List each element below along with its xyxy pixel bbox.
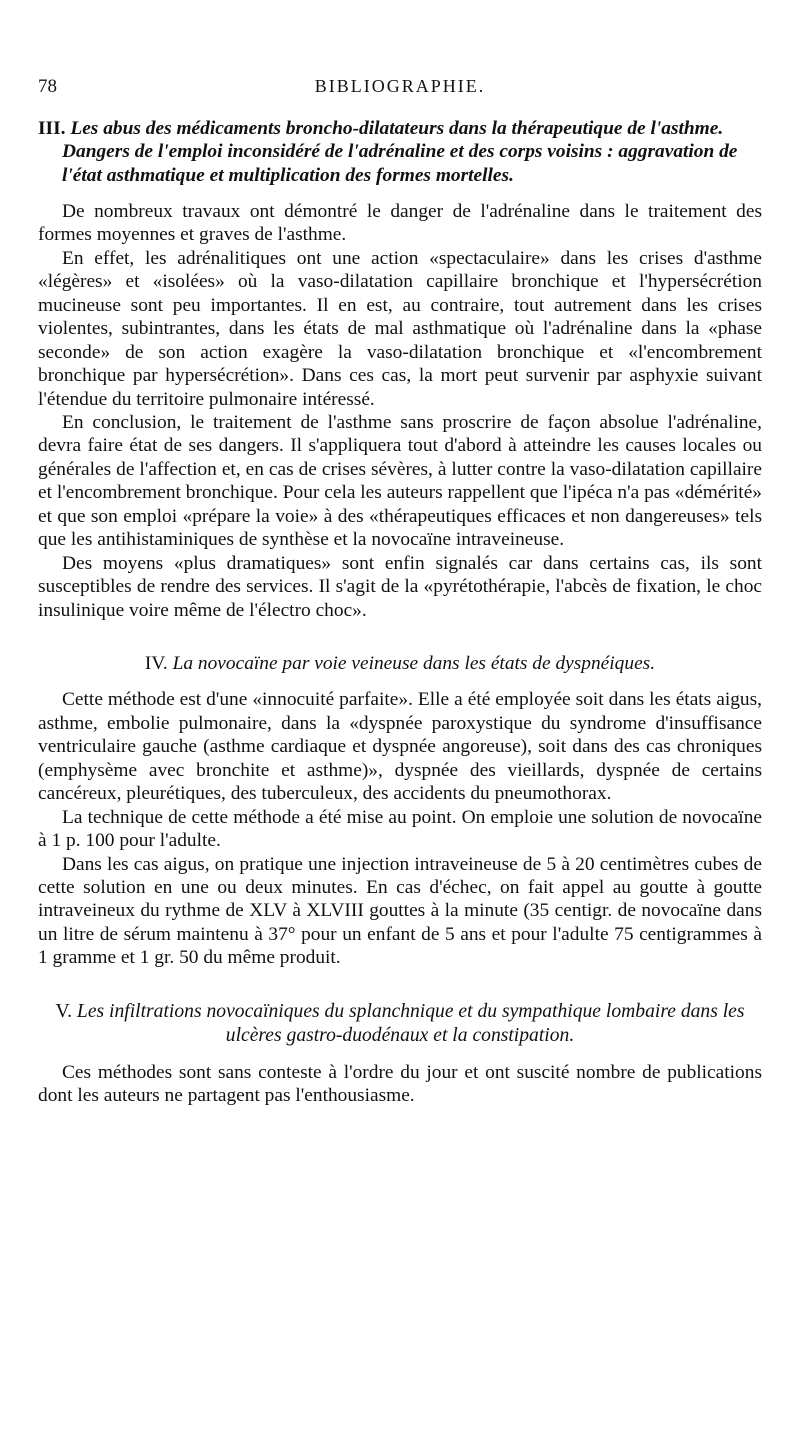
paragraph: Ces méthodes sont sans conteste à l'ordre du jour et ont suscité nombre de publications dont les auteurs ne partagent pas l'enthousiasme. bbox=[38, 1061, 762, 1107]
page-header bbox=[38, 76, 762, 106]
paragraph: Dans les cas aigus, on pratique une injection intraveineuse de 5 à 20 centimètres cubes de cette solution en une ou deux minutes. En cas d'échec, on fait appel au goutte à goutte intraveineux du rythme de XLV à XLVIII gouttes à la minute (35 centigr. de novocaïne dans un litre de sérum maintenu à 37° pour un enfant de 5 ans et pour l'adulte 75 centigrammes à 1 gramme et 1 gr. 50 du même produit. bbox=[38, 853, 762, 969]
paragraph: Cette méthode est d'une «innocuité parfaite». Elle a été employée soit dans les états aigus, asthme, embolie pulmonaire, dans la «dyspnée paroxystique du syndrome d'insuffisance ventriculaire gauche (asthme cardiaque et dyspnée angoreuse), soit dans des cas chroniques (emphysème avec bronchite et asthme)», dyspnée des vieillards, dyspnée de certains cancéreux, pleurétiques, des tuberculeux, des accidents du pneumothorax. bbox=[38, 689, 762, 805]
section-3-title: Les abus des médicaments broncho-dilatateurs dans la thérapeutique de l'asthme. Dangers de l'emploi inconsidéré de l'adrénaline et des corps voisins : aggravation de l'état asthmatique et multiplication des formes mortelles. bbox=[62, 118, 738, 186]
document-page bbox=[0, 76, 800, 1454]
section-3 bbox=[38, 117, 762, 622]
section-5 bbox=[38, 1000, 762, 1108]
section-4-numeral: IV. bbox=[144, 653, 168, 675]
section-3-heading bbox=[38, 117, 762, 187]
paragraph: En effet, les adrénalitiques ont une action «spectaculaire» dans les crises d'asthme «légères» et «isolées» où la vaso-dilatation capillaire bronchique et l'hypersécrétion mucineuse sont peu importantes. Il en est, au contraire, tout autrement dans les crises violentes, subintrantes, dans les états de mal asthmatique où l'adrénaline dans la «phase seconde» de son action exagère la vaso-dilatation bronchique et «l'encombrement bronchique par hypersécrétion». Dans ces cas, la mort peut survenir par asphyxie suivant l'étendue du territoire pulmonaire intéressé. bbox=[38, 247, 762, 410]
section-4 bbox=[38, 652, 762, 970]
section-4-heading bbox=[38, 652, 762, 675]
section-4-title: La novocaïne par voie veineuse dans les états de dyspnéiques. bbox=[172, 653, 656, 675]
page-number: 78 bbox=[38, 76, 57, 97]
paragraph: En conclusion, le traitement de l'asthme sans proscrire de façon absolue l'adrénaline, devra faire état de ses dangers. Il s'appliquera tout d'abord à atteindre les causes locales ou générales de l'affection et, en cas de crises sévères, à lutter contre la vaso-dilatation capillaire et l'encombrement bronchique. Pour cela les auteurs rappellent que l'ipéca n'a pas «démérité» et que son emploi «prépare la voie» à des «thérapeutiques efficaces et non dangereuses» tels que les antihistaminiques de synthèse et la novocaïne intraveineuse. bbox=[38, 411, 762, 551]
paragraph: La technique de cette méthode a été mise au point. On emploie une solution de novocaïne à 1 p. 100 pour l'adulte. bbox=[38, 806, 762, 852]
running-head: BIBLIOGRAPHIE. bbox=[314, 76, 486, 96]
section-5-title: Les infiltrations novocaïniques du splanchnique et du sympathique lombaire dans les ulcères gastro-duodénaux et la constipation. bbox=[76, 1000, 745, 1046]
paragraph: De nombreux travaux ont démontré le danger de l'adrénaline dans le traitement des formes moyennes et graves de l'asthme. bbox=[38, 200, 762, 246]
section-3-numeral: III. bbox=[38, 118, 66, 139]
section-5-heading bbox=[38, 1000, 762, 1048]
paragraph: Des moyens «plus dramatiques» sont enfin signalés car dans certains cas, ils sont susceptibles de rendre des services. Il s'agit de la «pyrétothérapie, l'abcès de fixation, le choc insulinique voire même de l'électro choc». bbox=[38, 552, 762, 621]
section-5-numeral: V. bbox=[55, 1000, 73, 1022]
